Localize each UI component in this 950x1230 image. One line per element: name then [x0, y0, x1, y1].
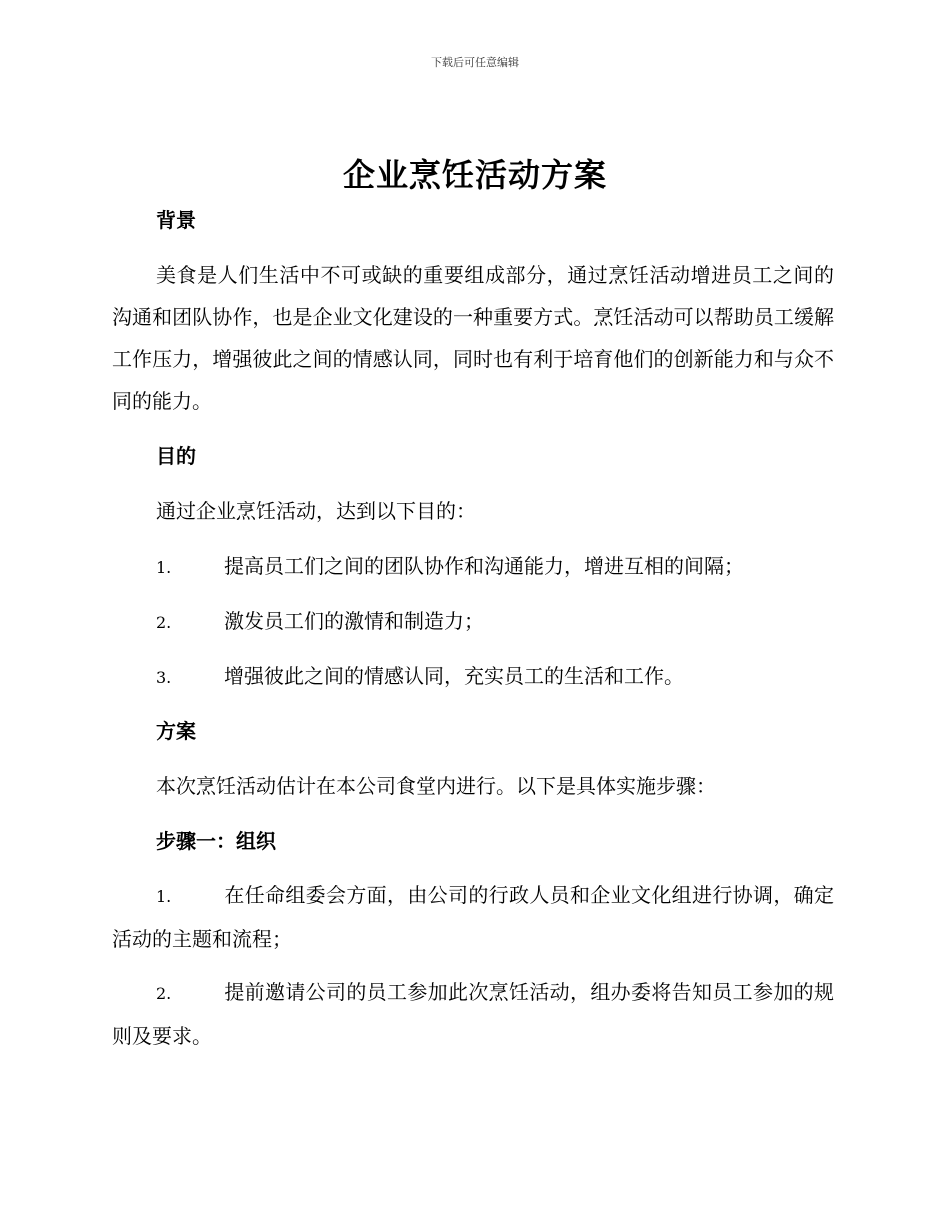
list-text: 在任命组委会方面，由公司的行政人员和企业文化组进行协调，确定活动的主题和流程；	[112, 883, 834, 951]
list-number: 3.	[156, 668, 172, 687]
step1-item-2	[112, 971, 834, 1057]
header-note: 下载后可任意编辑	[431, 56, 519, 69]
heading-purpose: 目的	[156, 444, 196, 468]
list-number: 1.	[156, 887, 172, 906]
plan-intro: 本次烹饪活动估计在本公司食堂内进行。以下是具体实施步骤：	[156, 774, 716, 798]
list-text: 激发员工们的激情和制造力；	[224, 609, 484, 633]
document-title: 企业烹饪活动方案	[342, 156, 607, 194]
background-paragraph: 美食是人们生活中不可或缺的重要组成部分，通过烹饪活动增进员工之间的沟通和团队协作，也是企业文化建设的一种重要方式。烹饪活动可以帮助员工缓解工作压力，增强彼此之间的情感认同，同时也有利于培育他们的创新能力和与众不同的能力。	[112, 263, 834, 413]
heading-step1: 步骤一：组织	[156, 829, 276, 853]
list-number: 2.	[156, 984, 172, 1003]
purpose-item-3	[112, 655, 834, 699]
purpose-item-2	[112, 600, 834, 644]
step1-item-1	[112, 874, 834, 960]
list-number: 2.	[156, 613, 172, 632]
list-text: 增强彼此之间的情感认同，充实员工的生活和工作。	[224, 664, 684, 688]
purpose-intro: 通过企业烹饪活动，达到以下目的：	[156, 499, 476, 523]
purpose-item-1	[112, 545, 834, 589]
list-number: 1.	[156, 558, 172, 577]
list-text: 提前邀请公司的员工参加此次烹饪活动，组办委将告知员工参加的规则及要求。	[112, 980, 834, 1048]
heading-plan: 方案	[156, 719, 196, 743]
heading-background: 背景	[156, 208, 196, 232]
list-text: 提高员工们之间的团队协作和沟通能力，增进互相的间隔；	[224, 554, 744, 578]
